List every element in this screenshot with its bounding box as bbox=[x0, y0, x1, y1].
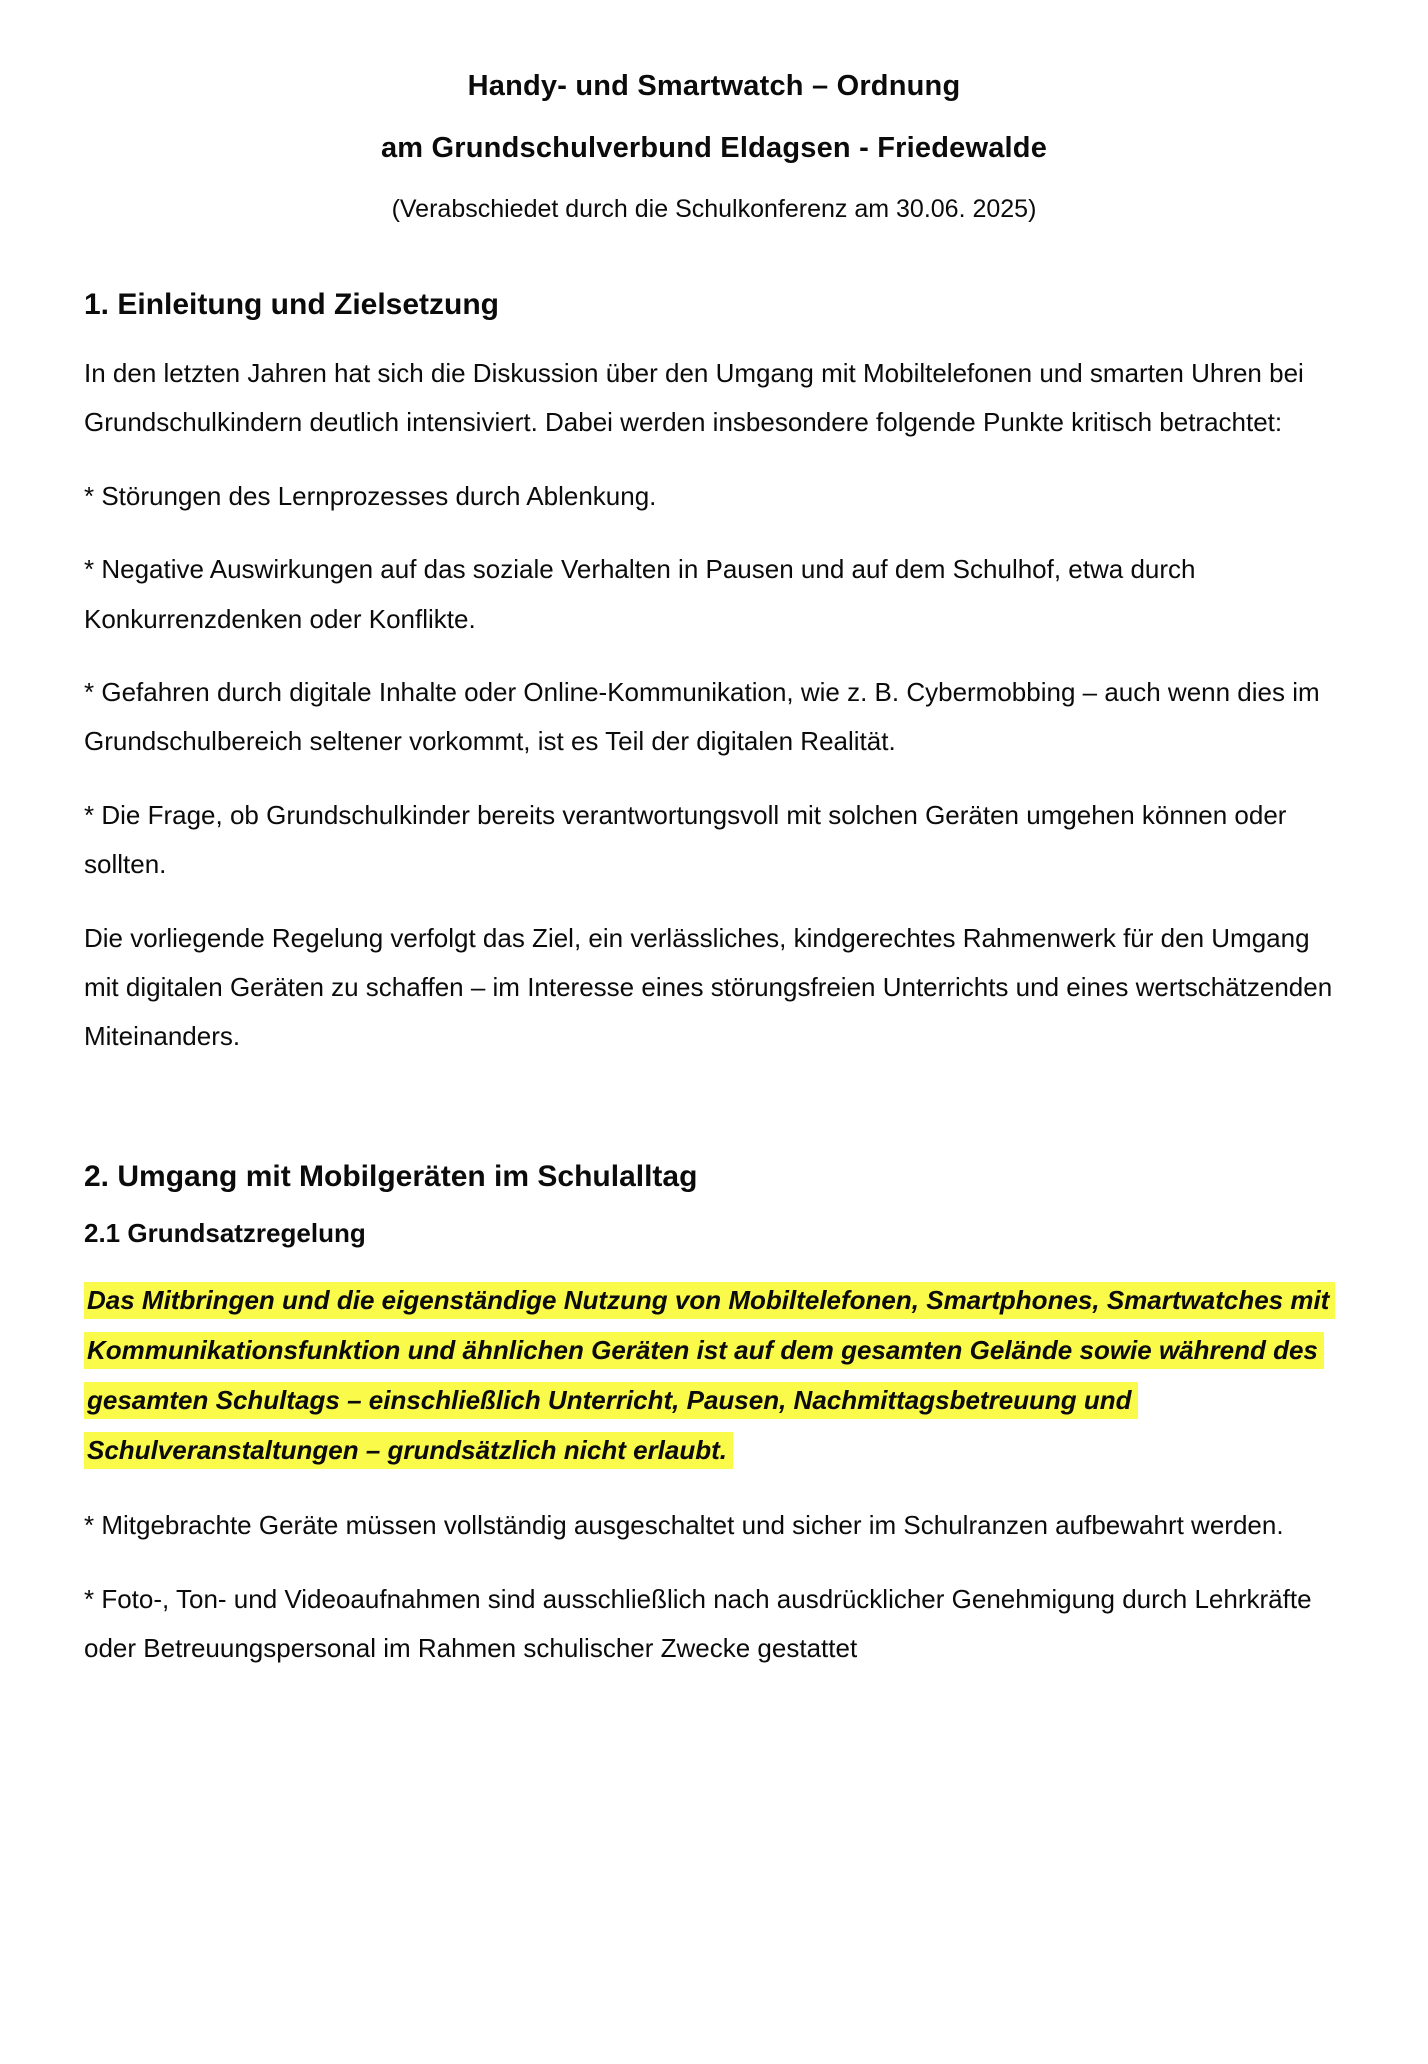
section-1-bullet-1: * Störungen des Lernprozesses durch Ablenkung. bbox=[84, 480, 657, 511]
section-1-intro-paragraph: In den letzten Jahren hat sich die Diskussion über den Umgang mit Mobiltelefonen und smarten Uhren bei Grundschulkindern deutlich intensiviert. Dabei werden insbesondere folgende Punkte kritisch betrachtet: bbox=[84, 358, 1304, 438]
document-header bbox=[84, 70, 1344, 224]
highlighted-rule-text: Das Mitbringen und die eigenständige Nutzung von Mobiltelefonen, Smartphones, Smartwatches mit Kommunikationsfunktion und ähnlichen Geräten ist auf dem gesamten Gelände sowie während des gesamten Schultags – einschließlich Unterricht, Pausen, Nachmittagsbetreuung und Schulveranstaltungen – grundsätzlich nicht erlaubt. bbox=[84, 1282, 1335, 1470]
page-subtitle: am Grundschulverbund Eldagsen - Friedewalde bbox=[380, 132, 1048, 164]
section-1-bullet-2: * Negative Auswirkungen auf das soziale Verhalten in Pausen und auf dem Schulhof, etwa durch Konkurrenzdenken oder Konflikte. bbox=[84, 554, 1196, 634]
section-2-bullet-2: * Foto-, Ton- und Videoaufnahmen sind ausschließlich nach ausdrücklicher Genehmigung durch Lehrkräfte oder Betreuungspersonal im Rahmen schulischer Zwecke gestattet bbox=[84, 1583, 1312, 1664]
section-1-heading: 1. Einleitung und Zielsetzung bbox=[84, 288, 500, 321]
section-2-bullet-1: * Mitgebrachte Geräte müssen vollständig ausgeschaltet und sicher im Schulranzen aufbewahrt werden. bbox=[84, 1510, 1284, 1541]
page-title: Handy- und Smartwatch – Ordnung bbox=[467, 70, 961, 102]
adoption-note: (Verabschiedet durch die Schulkonferenz am 30.06. 2025) bbox=[391, 195, 1037, 223]
section-2-heading: 2. Umgang mit Mobilgeräten im Schulalltag bbox=[84, 1159, 698, 1193]
section-1-closing-paragraph: Die vorliegende Regelung verfolgt das Ziel, ein verlässliches, kindgerechtes Rahmenwerk für den Umgang mit digitalen Geräten zu schaffen – im Interesse eines störungsfreien Unterrichts und eines wertschätzenden Miteinanders. bbox=[84, 922, 1333, 1052]
highlighted-rule-paragraph bbox=[84, 1275, 1344, 1476]
section-1-bullet-4: * Die Frage, ob Grundschulkinder bereits verantwortungsvoll mit solchen Geräten umgehen können oder sollten. bbox=[84, 799, 1287, 880]
section-2-1-subheading: 2.1 Grundsatzregelung bbox=[84, 1217, 366, 1248]
section-1-bullet-3: * Gefahren durch digitale Inhalte oder Online-Kommunikation, wie z. B. Cybermobbing – auch wenn dies im Grundschulbereich seltener vorkommt, ist es Teil der digitalen Realität. bbox=[84, 676, 1320, 757]
